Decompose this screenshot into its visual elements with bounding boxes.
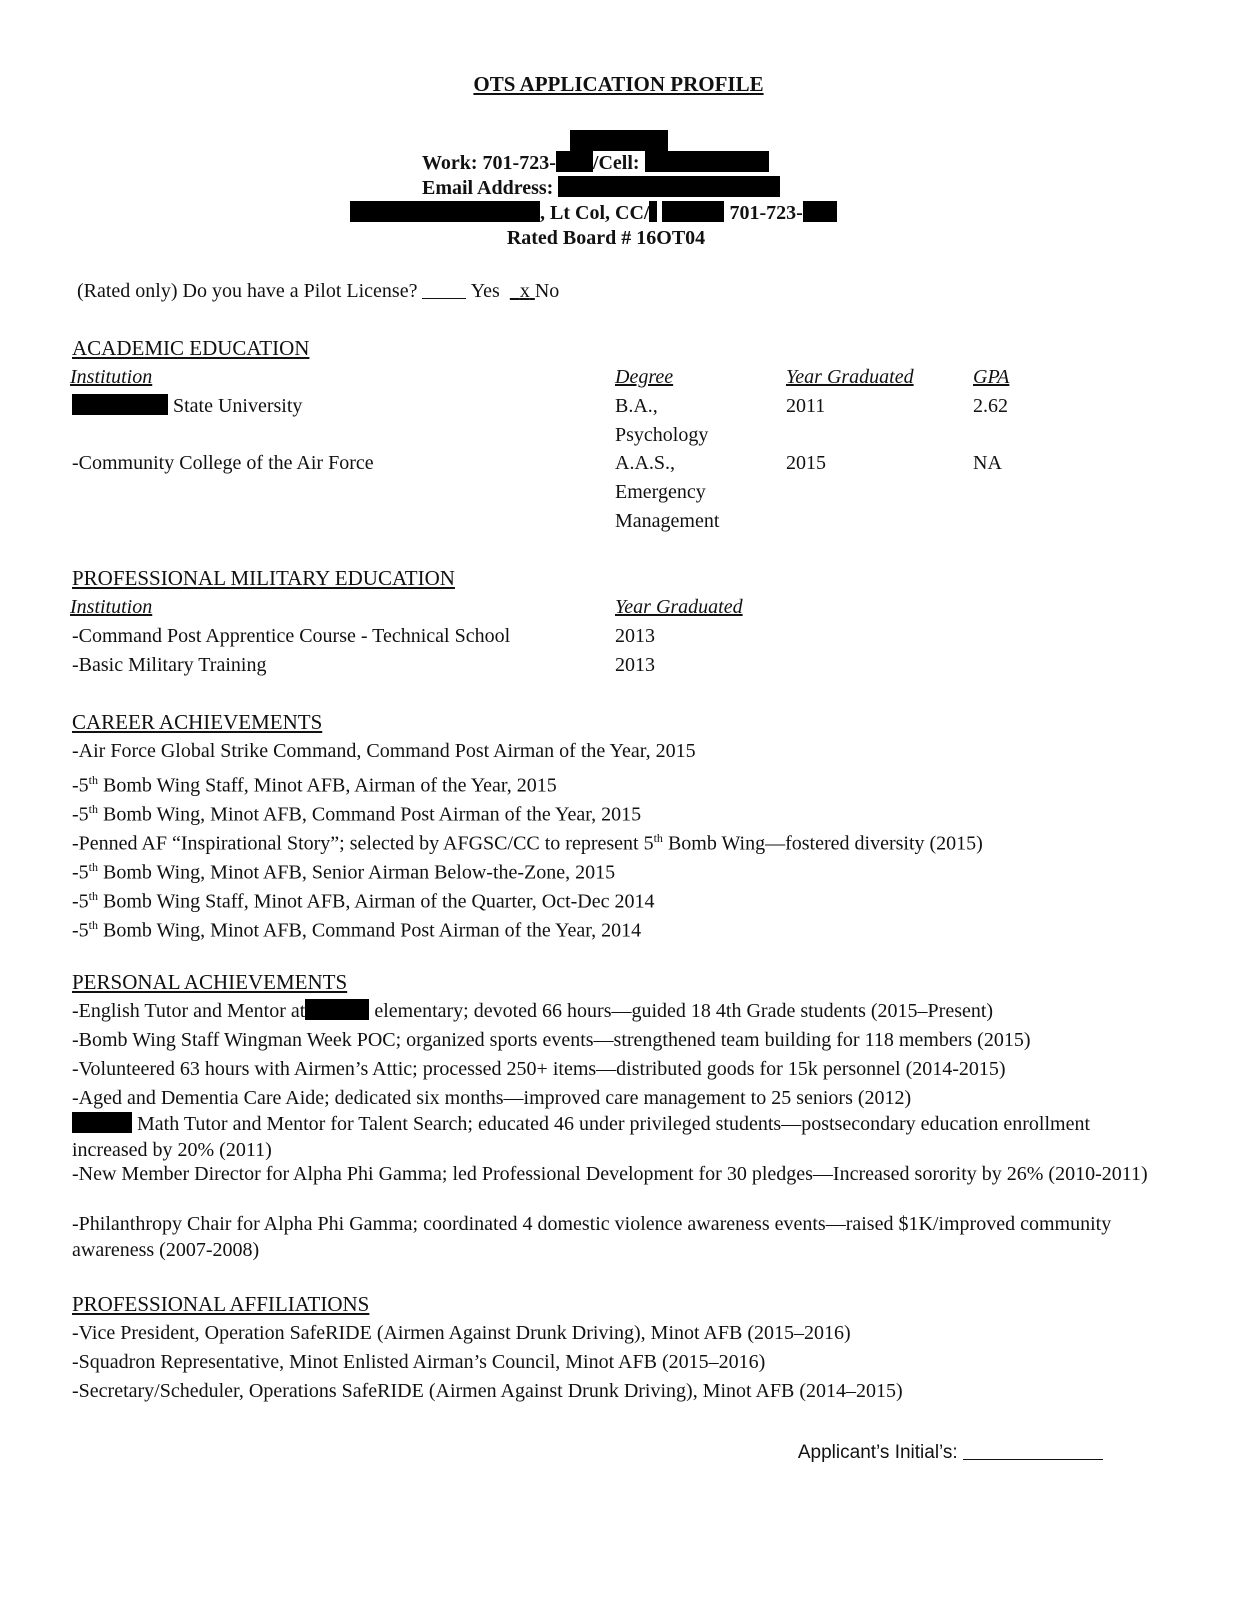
affiliations-heading: PROFESSIONAL AFFILIATIONS xyxy=(72,1292,370,1316)
commander-rank: , Lt Col, CC/ xyxy=(540,202,650,224)
personal-heading: PERSONAL ACHIEVEMENTS xyxy=(72,970,348,994)
academic-row-2-degree xyxy=(615,449,719,536)
pme-row-2-year: 2013 xyxy=(615,654,655,676)
initials-label: Applicant’s Initial’s: xyxy=(797,1442,958,1463)
university-name: State University xyxy=(173,395,303,417)
redacted-email xyxy=(558,176,780,197)
academic-col-institution: Institution xyxy=(70,366,153,388)
career-item: -5th Bomb Wing, Minot AFB, Command Post Airman of the Year, 2014 xyxy=(72,918,642,942)
degree-line: Psychology xyxy=(615,424,709,446)
academic-row-2-year: 2015 xyxy=(786,452,826,474)
commander-phone: 701-723- xyxy=(729,202,803,224)
career-item: -5th Bomb Wing Staff, Minot AFB, Airman of the Quarter, Oct-Dec 2014 xyxy=(72,889,655,913)
no-mark xyxy=(510,280,535,302)
yes-blank xyxy=(422,280,466,299)
personal-item: -English Tutor and Mentor at elementary; devoted 66 hours—guided 18 4th Grade students (2015–Present) xyxy=(72,1000,994,1022)
document-title: OTS APPLICATION PROFILE xyxy=(473,72,764,96)
no-label: No xyxy=(534,280,560,302)
academic-row-1-gpa: 2.62 xyxy=(973,395,1008,417)
redacted-commander-name xyxy=(350,201,540,222)
pme-col-year: Year Graduated xyxy=(615,596,743,618)
academic-row-2-institution: -Community College of the Air Force xyxy=(72,452,374,474)
personal-item: -New Member Director for Alpha Phi Gamma; led Professional Development for 30 pledges—Increased sorority by 26% (2010-2011) xyxy=(72,1163,1148,1185)
career-item: -5th Bomb Wing, Minot AFB, Senior Airman Below-the-Zone, 2015 xyxy=(72,860,616,884)
redacted-unit xyxy=(649,201,657,222)
academic-row-1-institution xyxy=(72,392,302,421)
degree-line: A.A.S., xyxy=(615,452,676,474)
affiliation-item: -Vice President, Operation SafeRIDE (Airmen Against Drunk Driving), Minot AFB (2015–2016) xyxy=(72,1322,851,1344)
rated-board: Rated Board # 16OT04 xyxy=(506,227,706,249)
initials-field[interactable] xyxy=(963,1441,1103,1460)
academic-row-1-degree xyxy=(615,392,708,450)
redacted-program xyxy=(72,1112,132,1133)
academic-row-1-year: 2011 xyxy=(786,395,826,417)
academic-col-gpa: GPA xyxy=(973,366,1010,388)
email-label: Email Address: xyxy=(422,177,554,199)
redacted-unit-2 xyxy=(662,201,724,222)
pme-heading: PROFESSIONAL MILITARY EDUCATION xyxy=(72,566,455,590)
career-item: -Penned AF “Inspirational Story”; selected by AFGSC/CC to represent 5th Bomb Wing—fostered diversity (2015) xyxy=(72,831,983,855)
academic-col-year: Year Graduated xyxy=(786,366,914,388)
applicant-initials xyxy=(798,1438,1103,1467)
degree-line: Emergency xyxy=(615,481,706,503)
cell-label: /Cell: xyxy=(592,152,640,174)
no-mark-x: x xyxy=(519,280,530,302)
personal-item: -Volunteered 63 hours with Airmen’s Attic; processed 250+ items—distributed goods for 15k personnel (2014-2015) xyxy=(72,1058,1006,1080)
pme-row-1-institution: -Command Post Apprentice Course - Technical School xyxy=(72,625,511,647)
yes-label: Yes xyxy=(470,280,500,302)
career-item: -Air Force Global Strike Command, Command Post Airman of the Year, 2015 xyxy=(72,740,696,762)
personal-item: Math Tutor and Mentor for Talent Search; educated 46 under privileged students—postsecondary education enrollment increased by 20% (2011) xyxy=(72,1113,1090,1161)
personal-item: -Aged and Dementia Care Aide; dedicated six months—improved care management to 25 seniors (2012) xyxy=(72,1087,912,1109)
degree-line: B.A., xyxy=(615,395,658,417)
academic-row-2-gpa: NA xyxy=(973,452,1002,474)
affiliation-item: -Secretary/Scheduler, Operations SafeRIDE (Airmen Against Drunk Driving), Minot AFB (2014–2015) xyxy=(72,1380,903,1402)
degree-line: Management xyxy=(615,510,720,532)
pilot-license-question xyxy=(77,277,559,306)
academic-col-degree: Degree xyxy=(615,366,674,388)
academic-heading: ACADEMIC EDUCATION xyxy=(72,336,310,360)
career-item: -5th Bomb Wing, Minot AFB, Command Post Airman of the Year, 2015 xyxy=(72,802,642,826)
work-label: Work: 701-723- xyxy=(422,152,556,174)
redacted-cell-number xyxy=(645,151,769,172)
redacted-work-number xyxy=(556,151,593,172)
affiliation-item: -Squadron Representative, Minot Enlisted Airman’s Council, Minot AFB (2015–2016) xyxy=(72,1351,766,1373)
redacted-university xyxy=(72,394,168,415)
personal-item: -Bomb Wing Staff Wingman Week POC; organized sports events—strengthened team building for 118 members (2015) xyxy=(72,1029,1031,1051)
pme-col-institution: Institution xyxy=(70,596,153,618)
personal-item: -Philanthropy Chair for Alpha Phi Gamma; coordinated 4 domestic violence awareness events—raised $1K/improved community awareness (2007-2008) xyxy=(72,1213,1112,1261)
career-heading: CAREER ACHIEVEMENTS xyxy=(72,710,323,734)
pme-row-1-year: 2013 xyxy=(615,625,655,647)
pilot-license-label: (Rated only) Do you have a Pilot License? xyxy=(77,280,418,302)
pme-row-2-institution: -Basic Military Training xyxy=(72,654,267,676)
redacted-school xyxy=(305,999,369,1020)
redacted-commander-phone xyxy=(803,201,837,222)
career-item: -5th Bomb Wing Staff, Minot AFB, Airman of the Year, 2015 xyxy=(72,773,557,797)
